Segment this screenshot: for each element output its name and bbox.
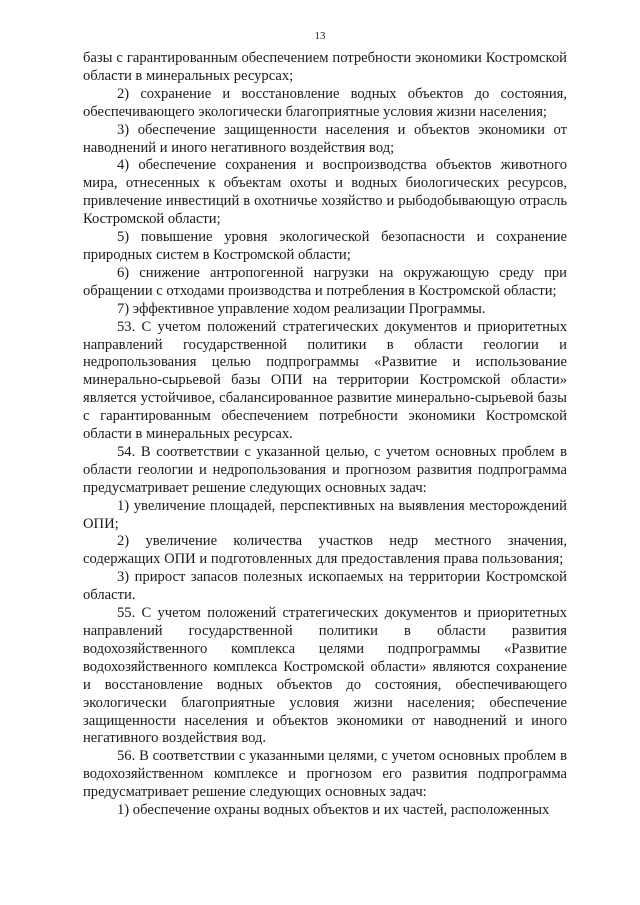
paragraph: 5) повышение уровня экологической безопасности и сохранение природных систем в Костромской области; — [83, 229, 567, 263]
paragraph-54: 54. В соответствии с указанной целью, с учетом основных проблем в области геологии и недропользования и прогнозом развития подпрограмма предусматривает решение следующих основных задач: — [83, 443, 567, 496]
paragraph: 2) сохранение и восстановление водных объектов до состояния, обеспечивающего экологически благоприятные условия жизни населения; — [83, 85, 567, 120]
paragraph: 1) увеличение площадей, перспективных на выявления месторождений ОПИ; — [83, 497, 567, 532]
document-body — [83, 50, 567, 820]
paragraph: 6) снижение антропогенной нагрузки на окружающую среду при обращении с отходами производства и потребления в Костромской области; — [83, 264, 567, 299]
paragraph: 3) прирост запасов полезных ископаемых на территории Костромской области. — [83, 569, 567, 604]
paragraph: 2) увеличение количества участков недр местного значения, содержащих ОПИ и подготовленных для предоставления права пользования; — [83, 533, 567, 568]
paragraph-continuation: базы с гарантированным обеспечением потребности экономики Костромской области в минеральных ресурсах; — [83, 50, 567, 84]
paragraph: 1) обеспечение охраны водных объектов и их частей, расположенных — [117, 802, 550, 819]
page-number: 13 — [314, 30, 326, 42]
paragraph: 3) обеспечение защищенности населения и объектов экономики от наводнений и иного негативного воздействия вод; — [83, 121, 567, 156]
paragraph: 7) эффективное управление ходом реализации Программы. — [117, 300, 486, 317]
paragraph-53: 53. С учетом положений стратегических документов и приоритетных направлений государственной политики в области геологии и недропользования целью подпрограммы «Развитие и использование минерально-сырьевой базы ОПИ на территории Костромской области» является устойчивое, сбалансированное развитие минерально-сырьевой базы с гарантированным обеспечением потребности экономики Костромской области в минеральных ресурсах. — [83, 318, 567, 443]
paragraph-56: 56. В соответствии с указанными целями, с учетом основных проблем в водохозяйственном комплексе и прогнозом его развития подпрограмма предусматривает решение следующих основных задач: — [83, 748, 567, 801]
paragraph-55: 55. С учетом положений стратегических документов и приоритетных направлений государственной политики в области развития водохозяйственного комплекса целями подпрограммы «Развитие водохозяйственного комплекса Костромской области» являются сохранение и восстановление водных объектов до состояния, обеспечивающего экологически благоприятные условия жизни населения; обеспечение защищенности населения и объектов экономики от наводнений и иного негативного воздействия вод. — [83, 605, 567, 747]
paragraph: 4) обеспечение сохранения и воспроизводства объектов животного мира, отнесенных к объектам охоты и водных биологических ресурсов, привлечение инвестиций в охотничье хозяйство и рыбодобывающую отрасль Костромской области; — [83, 157, 567, 228]
